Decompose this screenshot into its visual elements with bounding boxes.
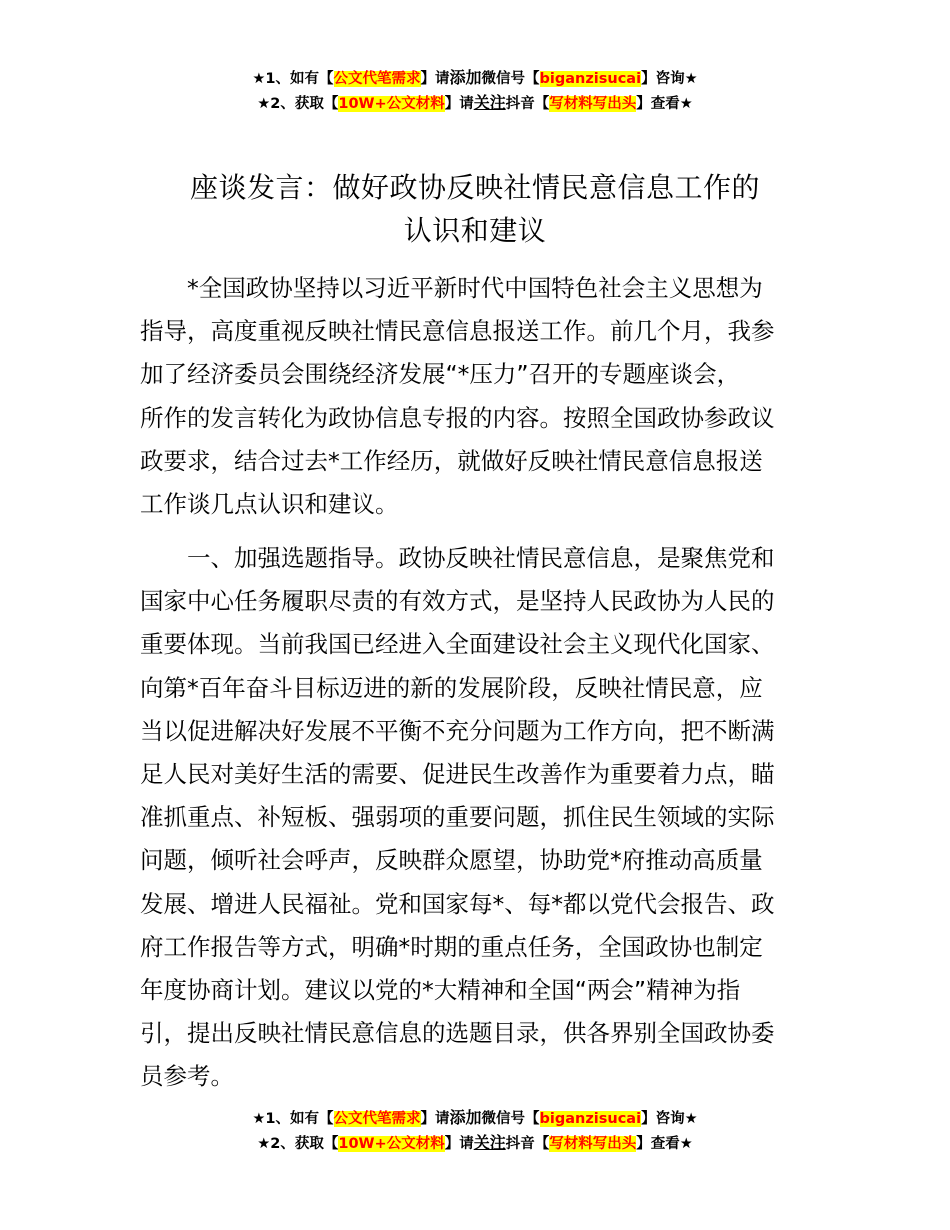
paragraph-line: 问题，倾听社会呼声，反映群众愿望，协助党*府推动高质量 (140, 846, 763, 875)
banner-highlight-service: 公文代笔需求 (333, 71, 421, 87)
bottom-banner (0, 1106, 950, 1156)
banner-line-1 (0, 1106, 950, 1131)
banner-highlight-douyin: 写材料写出头 (549, 96, 637, 112)
paragraph-line: 所作的发言转化为政协信息专报的内容。按照全国政协参政议 (140, 403, 775, 432)
banner-text: 】查看★ (636, 1136, 693, 1152)
banner-highlight-douyin: 写材料写出头 (549, 1136, 637, 1152)
banner-text: ★2、获取【 (257, 1136, 339, 1152)
banner-text: 微信号【 (481, 1111, 540, 1127)
paragraph-line: 重要体现。当前我国已经进入全面建设社会主义现代化国家、 (140, 630, 775, 659)
paragraph-line: *全国政协坚持以习近平新时代中国特色社会主义思想为 (140, 274, 763, 302)
banner-highlight-service: 公文代笔需求 (333, 1111, 421, 1127)
banner-text: ★2、获取【 (257, 96, 339, 112)
banner-emphasis: 添加 (449, 1108, 482, 1127)
document-title (100, 166, 850, 252)
banner-emphasis: 添加 (449, 68, 482, 87)
banner-text: ★1、如有【 (252, 71, 334, 87)
banner-line-2 (0, 91, 950, 116)
banner-highlight-wechat-id: biganzisucai (539, 1111, 642, 1127)
banner-text: ★1、如有【 (252, 1111, 334, 1127)
paragraph-line: 当以促进解决好发展不平衡不充分问题为工作方向，把不断满 (140, 716, 775, 745)
paragraph-line: 一、加强选题指导。政协反映社情民意信息，是聚焦党和 (140, 544, 775, 572)
banner-text: 】请 (444, 1136, 474, 1152)
banner-text: 抖音【 (505, 96, 550, 112)
banner-text: 抖音【 (505, 1136, 550, 1152)
title-line: 座谈发言：做好政协反映社情民意信息工作的 (189, 171, 760, 204)
paragraph-line: 加了经济委员会围绕经济发展“*压力”召开的专题座谈会， (140, 360, 741, 389)
banner-text: 微信号【 (481, 71, 540, 87)
paragraph-line: 向第*百年奋斗目标迈进的新的发展阶段，反映社情民意，应 (140, 673, 763, 702)
banner-emphasis: 关注 (473, 1133, 506, 1152)
paragraph-line: 员参考。 (140, 1062, 234, 1091)
paragraph-line: 引，提出反映社情民意信息的选题目录，供各界别全国政协委 (140, 1019, 775, 1048)
banner-text: 】查看★ (636, 96, 693, 112)
banner-text: 】请 (420, 1111, 450, 1127)
banner-highlight-wechat-id: biganzisucai (539, 71, 642, 87)
banner-highlight-materials: 10W+公文材料 (338, 1136, 445, 1152)
banner-emphasis: 关注 (473, 93, 506, 112)
banner-highlight-materials: 10W+公文材料 (338, 96, 445, 112)
paragraph-line: 国家中心任务履职尽责的有效方式，是坚持人民政协为人民的 (140, 587, 775, 616)
paragraph-line: 政要求，结合过去*工作经历，就做好反映社情民意信息报送 (140, 446, 763, 475)
paragraph-section-one (140, 537, 812, 1099)
paragraph-line: 年度协商计划。建议以党的*大精神和全国“两会”精神为指 (140, 976, 741, 1005)
banner-text: 】咨询★ (641, 1111, 698, 1127)
paragraph-intro (140, 267, 812, 526)
paragraph-line: 发展、增进人民福祉。党和国家每*、每*都以党代会报告、政 (140, 889, 775, 918)
banner-text: 】请 (420, 71, 450, 87)
top-banner (0, 66, 950, 116)
title-line: 认识和建议 (403, 214, 547, 247)
banner-line-2 (0, 1131, 950, 1156)
banner-text: 】请 (444, 96, 474, 112)
paragraph-line: 足人民对美好生活的需要、促进民生改善作为重要着力点，瞄 (140, 760, 775, 789)
banner-line-1 (0, 66, 950, 91)
paragraph-line: 工作谈几点认识和建议。 (140, 490, 399, 519)
paragraph-line: 府工作报告等方式，明确*时期的重点任务，全国政协也制定 (140, 932, 763, 961)
paragraph-line: 指导，高度重视反映社情民意信息报送工作。前几个月，我参 (140, 317, 775, 346)
paragraph-line: 准抓重点、补短板、强弱项的重要问题，抓住民生领域的实际 (140, 803, 775, 832)
banner-text: 】咨询★ (641, 71, 698, 87)
